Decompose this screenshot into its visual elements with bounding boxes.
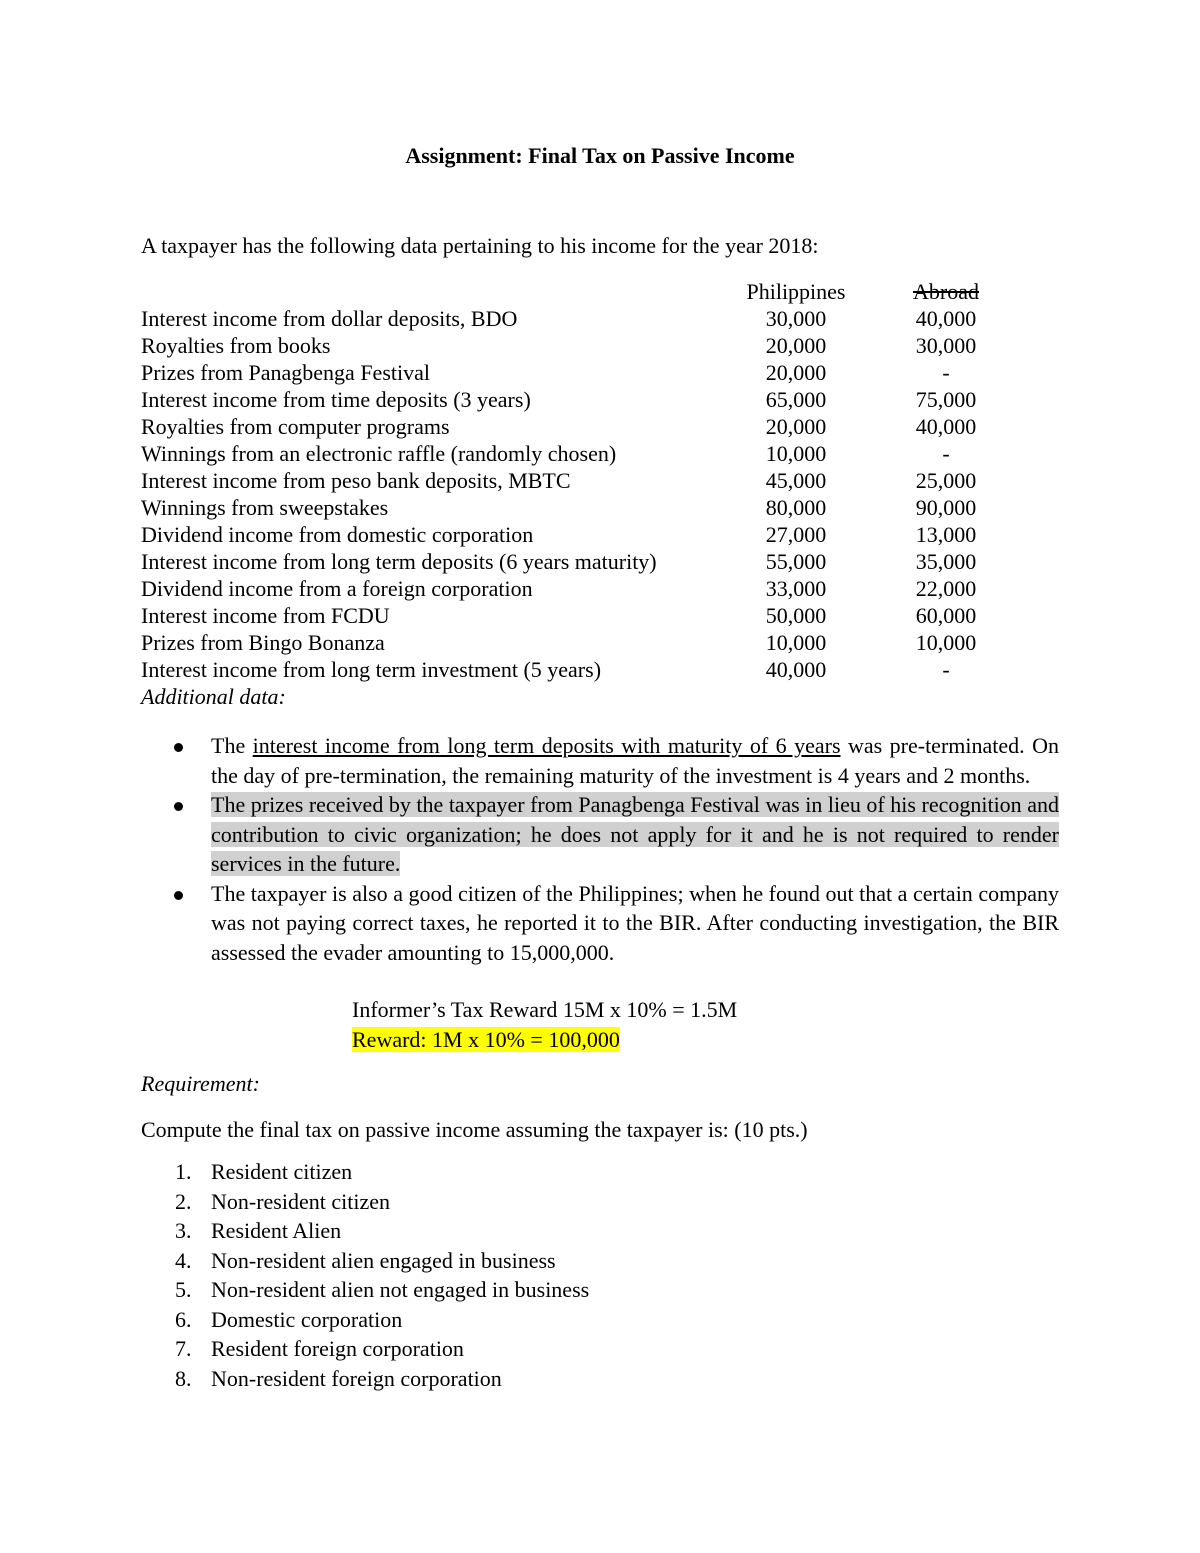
table-row (141, 521, 1041, 548)
taxpayer-type-label: Non-resident citizen (211, 1188, 390, 1214)
list-number: 5. (175, 1277, 192, 1302)
abroad-amount: 35,000 (915, 549, 977, 574)
philippines-amount: 50,000 (765, 603, 827, 628)
list-number: 8. (175, 1365, 192, 1391)
philippines-amount: 30,000 (765, 306, 827, 331)
informer-reward-line: Informer’s Tax Reward 15M x 10% = 1.5M (352, 997, 738, 1022)
income-description: Royalties from books (141, 333, 331, 358)
abroad-amount: 10,000 (915, 630, 977, 655)
abroad-amount: 90,000 (915, 495, 977, 520)
list-item (141, 731, 1059, 790)
taxpayer-type-label: Non-resident alien engaged in business (211, 1247, 556, 1273)
abroad-amount: 40,000 (915, 306, 977, 331)
income-description: Prizes from Bingo Bonanza (141, 630, 385, 655)
abroad-amount: 75,000 (915, 387, 977, 412)
compute-instruction: Compute the final tax on passive income assuming the taxpayer is: (10 pts.) (141, 1117, 808, 1142)
taxpayer-type-label: Domestic corporation (211, 1306, 403, 1332)
income-description: Interest income from long term deposits (6 years maturity) (141, 549, 657, 574)
header-abroad: Abroad (913, 279, 979, 304)
bullet-1-underlined: interest income from long term deposits with maturity of 6 years (252, 733, 841, 758)
table-row (141, 332, 1041, 359)
abroad-amount: 25,000 (915, 468, 977, 493)
list-number: 1. (175, 1159, 192, 1184)
abroad-amount: - (942, 657, 950, 682)
bullet-3-text: The taxpayer is also a good citizen of the Philippines; when he found out that a certain company was not paying correct taxes, he reported it to the BIR. After conducting investigation, the BIR assessed the evader amounting to 15,000,000. (211, 880, 1059, 965)
income-description: Interest income from dollar deposits, BDO (141, 306, 518, 331)
table-row (141, 467, 1041, 494)
bullet-1-prefix: The (211, 733, 253, 758)
requirement-label: Requirement: (141, 1071, 260, 1096)
income-description: Winnings from sweepstakes (141, 495, 389, 520)
philippines-amount: 20,000 (765, 333, 827, 358)
abroad-amount: 22,000 (915, 576, 977, 601)
bullet-icon (174, 802, 183, 811)
table-row (141, 575, 1041, 602)
list-item (141, 790, 1059, 879)
bullet-1-suffix: was pre-terminated. On the day of pre-termination, the remaining maturity of the investment is 4 years and 2 months. (211, 733, 1059, 788)
additional-data-list (141, 731, 1059, 967)
philippines-amount: 55,000 (765, 549, 827, 574)
philippines-amount: 33,000 (765, 576, 827, 601)
philippines-amount: 10,000 (765, 441, 827, 466)
table-row (141, 440, 1041, 467)
taxpayer-type-label: Resident foreign corporation (211, 1336, 464, 1361)
philippines-amount: 80,000 (765, 495, 827, 520)
reward-computation (352, 995, 737, 1054)
table-row (141, 629, 1041, 656)
taxpayer-type-label: Resident Alien (211, 1218, 342, 1243)
reward-line-highlighted: Reward: 1M x 10% = 100,000 (352, 1026, 620, 1052)
list-item (141, 879, 1059, 968)
page-title: Assignment: Final Tax on Passive Income (405, 143, 795, 168)
table-row (141, 656, 1041, 683)
taxpayer-type-label: Non-resident alien not engaged in business (211, 1277, 590, 1302)
abroad-amount: 40,000 (915, 414, 977, 439)
bullet-2-highlighted: The prizes received by the taxpayer from Panagbenga Festival was in lieu of his recognition and contribution to civic organization; he does not apply for it and he is not required to render services in the future. (211, 792, 1059, 876)
table-row (141, 386, 1041, 413)
abroad-amount: 60,000 (915, 603, 977, 628)
philippines-amount: 20,000 (765, 414, 827, 439)
income-description: Dividend income from domestic corporation (141, 522, 534, 547)
abroad-amount: 30,000 (915, 333, 977, 358)
philippines-amount: 45,000 (765, 468, 827, 493)
taxpayer-type-label: Resident citizen (211, 1159, 353, 1184)
philippines-amount: 40,000 (765, 657, 827, 682)
list-number: 6. (175, 1306, 192, 1332)
abroad-amount: 13,000 (915, 522, 977, 547)
list-number: 4. (175, 1247, 192, 1273)
bullet-icon (174, 743, 183, 752)
intro-text: A taxpayer has the following data pertaining to his income for the year 2018: (141, 233, 819, 258)
income-table (141, 278, 1041, 683)
philippines-amount: 65,000 (765, 387, 827, 412)
taxpayer-type-label: Non-resident foreign corporation (211, 1365, 502, 1391)
list-number: 2. (175, 1188, 192, 1214)
bullet-icon (174, 891, 183, 900)
table-row (141, 602, 1041, 629)
abroad-amount: - (942, 360, 950, 385)
abroad-amount: - (942, 441, 950, 466)
income-description: Prizes from Panagbenga Festival (141, 360, 430, 385)
table-row (141, 359, 1041, 386)
income-description: Interest income from time deposits (3 years) (141, 387, 531, 412)
income-description: Royalties from computer programs (141, 414, 450, 439)
list-number: 3. (175, 1218, 192, 1243)
table-row (141, 494, 1041, 521)
income-description: Interest income from FCDU (141, 603, 390, 628)
income-description: Dividend income from a foreign corporation (141, 576, 533, 601)
philippines-amount: 27,000 (765, 522, 827, 547)
table-row (141, 413, 1041, 440)
table-row (141, 305, 1041, 332)
philippines-amount: 10,000 (765, 630, 827, 655)
income-description: Winnings from an electronic raffle (randomly chosen) (141, 441, 617, 466)
table-body (141, 305, 1041, 683)
header-philippines: Philippines (746, 279, 846, 304)
philippines-amount: 20,000 (765, 360, 827, 385)
list-number: 7. (175, 1336, 192, 1361)
income-description: Interest income from long term investment (5 years) (141, 657, 602, 682)
table-header-row (141, 278, 1041, 305)
income-description: Interest income from peso bank deposits, MBTC (141, 468, 571, 493)
table-row (141, 548, 1041, 575)
additional-data-label: Additional data: (141, 684, 286, 709)
